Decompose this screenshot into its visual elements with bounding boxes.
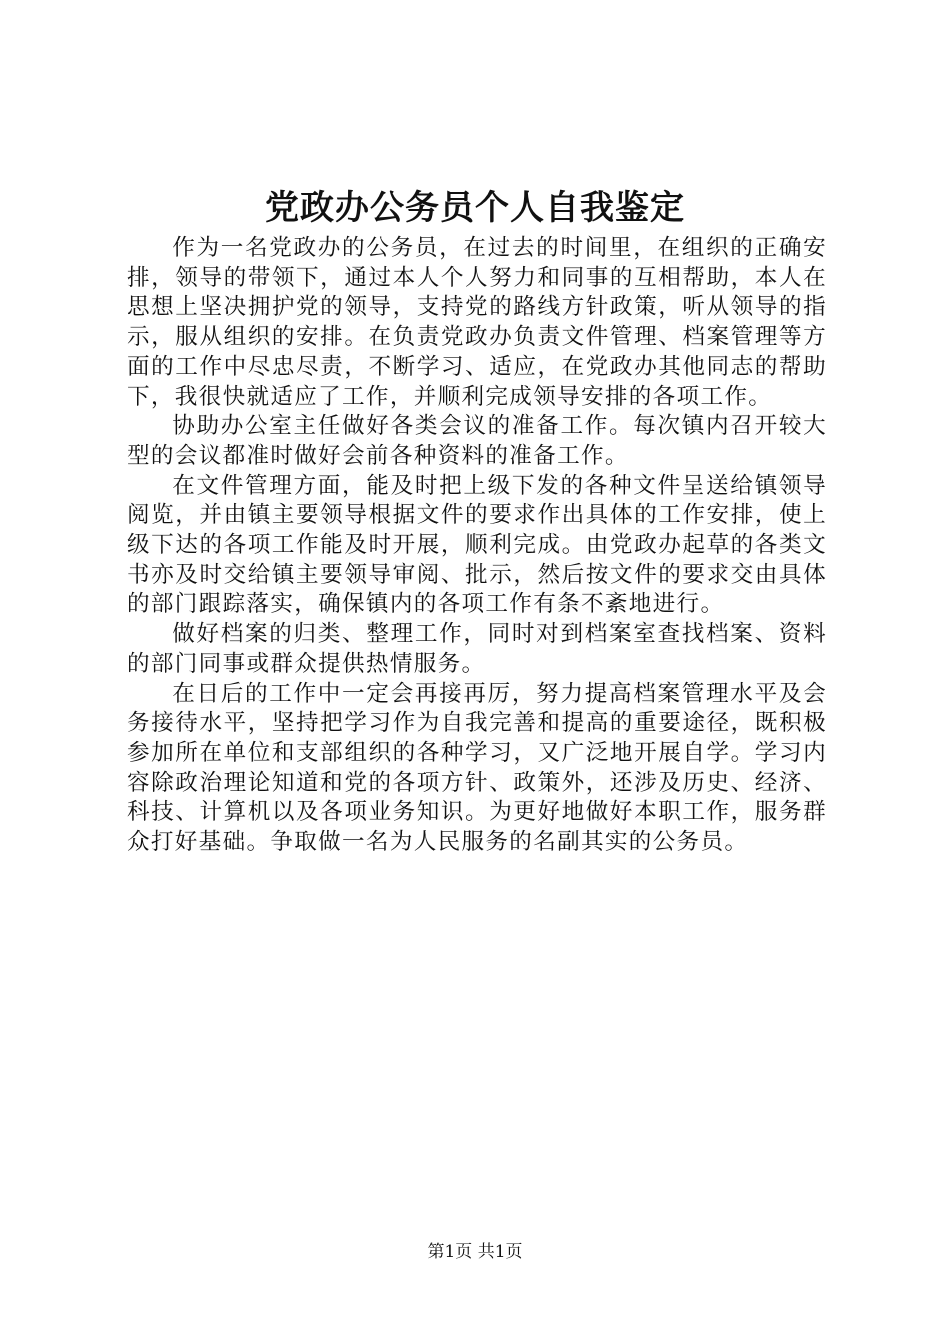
paragraph-2: 协助办公室主任做好各类会议的准备工作。每次镇内召开较大型的会议都准时做好会前各种资料的准备工作。 — [127, 413, 827, 469]
paragraph-1: 作为一名党政办的公务员，在过去的时间里，在组织的正确安排，领导的带领下，通过本人个人努力和同事的互相帮助，本人在思想上坚决拥护党的领导，支持党的路线方针政策，听从领导的指示，服从组织的安排。在负责党政办负责文件管理、档案管理等方面的工作中尽忠尽责，不断学习、适应，在党政办其他同志的帮助下，我很快就适应了工作，并顺利完成领导安排的各项工作。 — [127, 235, 827, 410]
paragraph-5: 在日后的工作中一定会再接再厉，努力提高档案管理水平及会务接待水平，坚持把学习作为自我完善和提高的重要途径，既积极参加所在单位和支部组织的各种学习，又广泛地开展自学。学习内容除政治理论知道和党的各项方针、政策外，还涉及历史、经济、科技、计算机以及各项业务知识。为更好地做好本职工作，服务群众打好基础。争取做一名为人民服务的名副其实的公务员。 — [127, 680, 827, 856]
paragraph-3: 在文件管理方面，能及时把上级下发的各种文件呈送给镇领导阅览，并由镇主要领导根据文件的要求作出具体的工作安排，使上级下达的各项工作能及时开展，顺利完成。由党政办起草的各类文书亦及时交给镇主要领导审阅、批示，然后按文件的要求交由具体的部门跟踪落实，确保镇内的各项工作有条不紊地进行。 — [127, 472, 827, 618]
document-title: 党政办公务员个人自我鉴定 — [265, 188, 685, 228]
page-footer: 第1页 共1页 — [427, 1242, 523, 1262]
paragraph-4: 做好档案的归类、整理工作，同时对到档案室查找档案、资料的部门同事或群众提供热情服务。 — [127, 621, 827, 677]
document-body — [127, 234, 827, 858]
